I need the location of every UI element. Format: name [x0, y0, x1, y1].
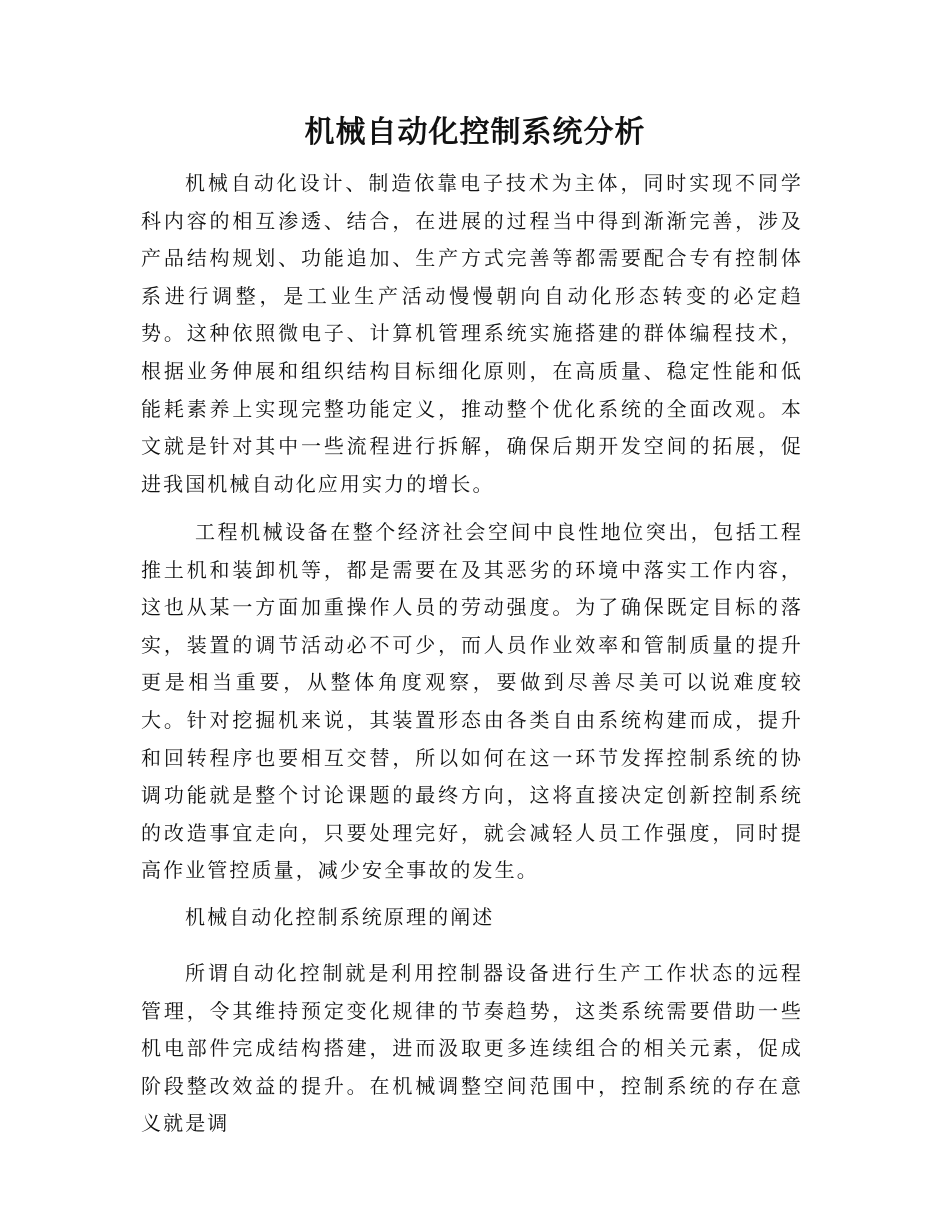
paragraph-control-definition: 所谓自动化控制就是利用控制器设备进行生产工作状态的远程管理，令其维持预定变化规律的节奏趋势，这类系统需要借助一些机电部件完成结构搭建，进而汲取更多连续组合的相关元素，促成阶段整改效益的提升。在机械调整空间范围中，控制系统的存在意义就是调 [141, 961, 803, 1136]
paragraph-intro: 机械自动化设计、制造依靠电子技术为主体，同时实现不同学科内容的相互渗透、结合，在进展的过程当中得到渐渐完善，涉及产品结构规划、功能追加、生产方式完善等都需要配合专有控制体系进行调整，是工业生产活动慢慢朝向自动化形态转变的必定趋势。这种依照微电子、计算机管理系统实施搭建的群体编程技术，根据业务伸展和组织结构目标细化原则，在高质量、稳定性能和低能耗素养上实现完整功能定义，推动整个优化系统的全面改观。本文就是针对其中一些流程进行拆解，确保后期开发空间的拓展，促进我国机械自动化应用实力的增长。 [141, 171, 803, 496]
document-title: 机械自动化控制系统分析 [304, 115, 646, 150]
paragraph-engineering-equipment: 工程机械设备在整个经济社会空间中良性地位突出，包括工程推土机和装卸机等，都是需要在及其恶劣的环境中落实工作内容，这也从某一方面加重操作人员的劳动强度。为了确保既定目标的落实，装置的调节活动必不可少，而人员作业效率和管制质量的提升更是相当重要，从整体角度观察，要做到尽善尽美可以说难度较大。针对挖掘机来说，其装置形态由各类自由系统构建而成，提升和回转程序也要相互交替，所以如何在这一环节发挥控制系统的协调功能就是整个讨论课题的最终方向，这将直接决定创新控制系统的改造事宜走向，只要处理完好，就会减轻人员工作强度，同时提高作业管控质量，减少安全事故的发生。 [141, 520, 803, 883]
section-heading-principle: 机械自动化控制系统原理的阐述 [185, 905, 495, 929]
